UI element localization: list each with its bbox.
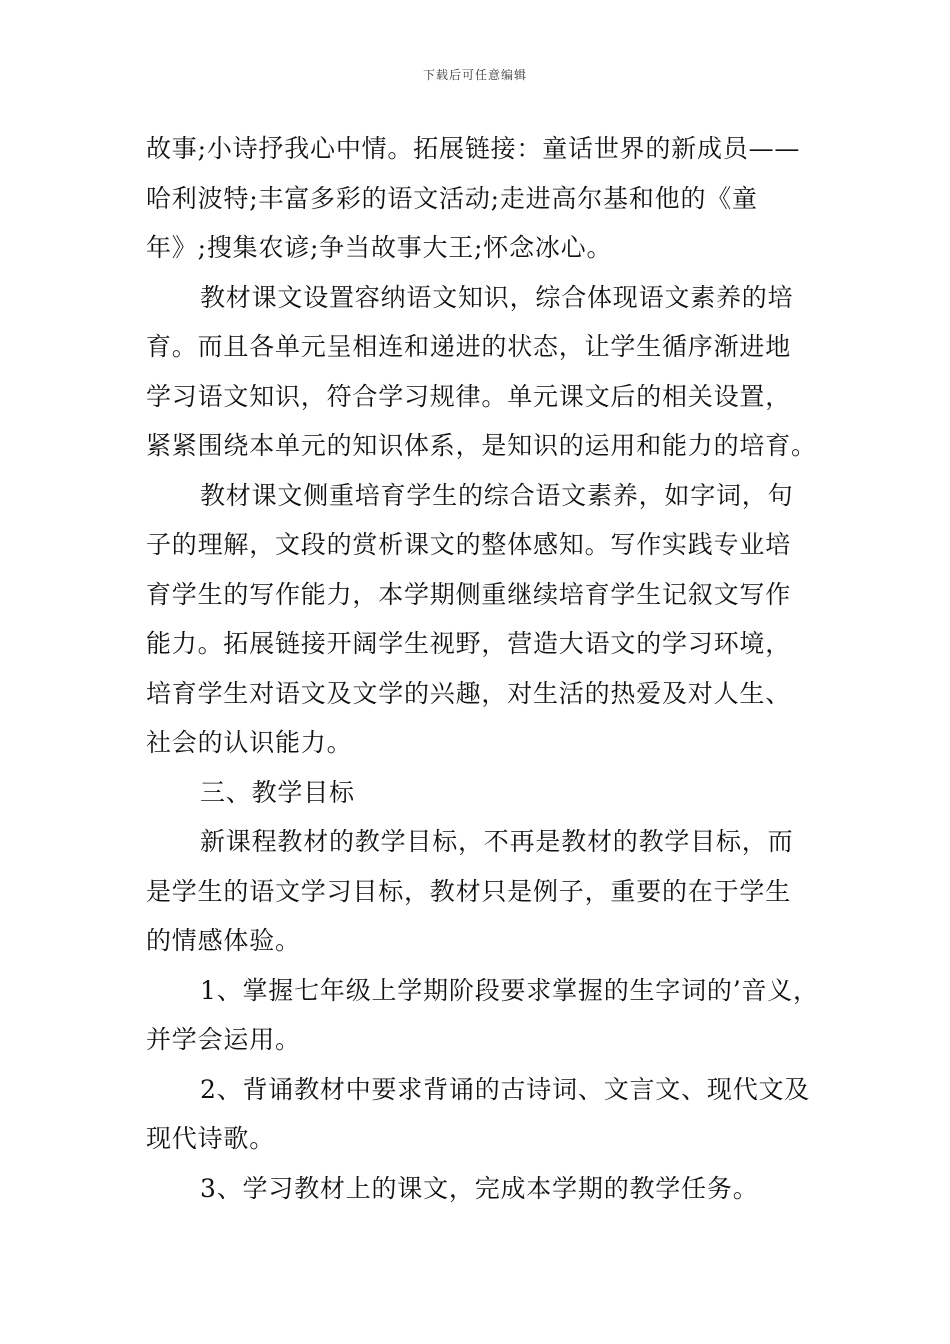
paragraph — [146, 1065, 826, 1164]
text-line: 的情感体验。 — [146, 926, 301, 955]
text-line: 2、背诵教材中要求背诵的古诗词、文言文、现代文及 — [200, 1074, 811, 1104]
paragraph — [146, 273, 826, 471]
text-line: 教材课文侧重培育学生的综合语文素养，如字词，句 — [200, 480, 794, 510]
text-line: 故事;小诗抒我心中情。拓展链接：童话世界的新成员—— — [146, 134, 801, 163]
text-line: 哈利波特;丰富多彩的语文活动;走进高尔基和他的《童 — [146, 183, 758, 213]
text-line: 3、学习教材上的课文，完成本学期的教学任务。 — [200, 1173, 759, 1203]
text-line: 三、教学目标 — [200, 777, 355, 807]
text-line: 育学生的写作能力，本学期侧重继续培育学生记叙文写作 — [146, 579, 792, 609]
paragraph — [146, 966, 826, 1065]
paragraph — [146, 1164, 826, 1214]
text-line: 能力。拓展链接开阔学生视野，营造大语文的学习环境， — [146, 629, 792, 658]
text-line: 育。而且各单元呈相连和递进的状态，让学生循序渐进地 — [146, 332, 792, 361]
document-body — [146, 124, 826, 1213]
paragraph — [146, 471, 826, 768]
text-line: 1、掌握七年级上学期阶段要求掌握的生字词的’音义， — [200, 975, 819, 1005]
text-line: 新课程教材的教学目标，不再是教材的教学目标，而 — [200, 827, 794, 856]
text-line: 子的理解，文段的赏析课文的整体感知。写作实践专业培 — [146, 530, 792, 559]
text-line: 教材课文设置容纳语文知识，综合体现语文素养的培 — [200, 282, 794, 312]
text-line: 学习语文知识，符合学习规律。单元课文后的相关设置， — [146, 381, 792, 411]
paragraph — [146, 817, 826, 966]
paragraph — [146, 768, 826, 818]
page-header: 下载后可任意编辑 — [422, 68, 527, 82]
text-line: 现代诗歌。 — [146, 1124, 276, 1153]
paragraph — [146, 124, 826, 273]
text-line: 紧紧围绕本单元的知识体系，是知识的运用和能力的培育。 — [146, 431, 817, 460]
text-line: 社会的认识能力。 — [146, 728, 353, 757]
text-line: 并学会运用。 — [146, 1025, 301, 1054]
text-line: 是学生的语文学习目标，教材只是例子，重要的在于学生 — [146, 876, 792, 906]
text-line: 年》;搜集农谚;争当故事大王;怀念冰心。 — [146, 233, 613, 262]
text-line: 培育学生对语文及文学的兴趣，对生活的热爱及对人生、 — [146, 678, 792, 708]
